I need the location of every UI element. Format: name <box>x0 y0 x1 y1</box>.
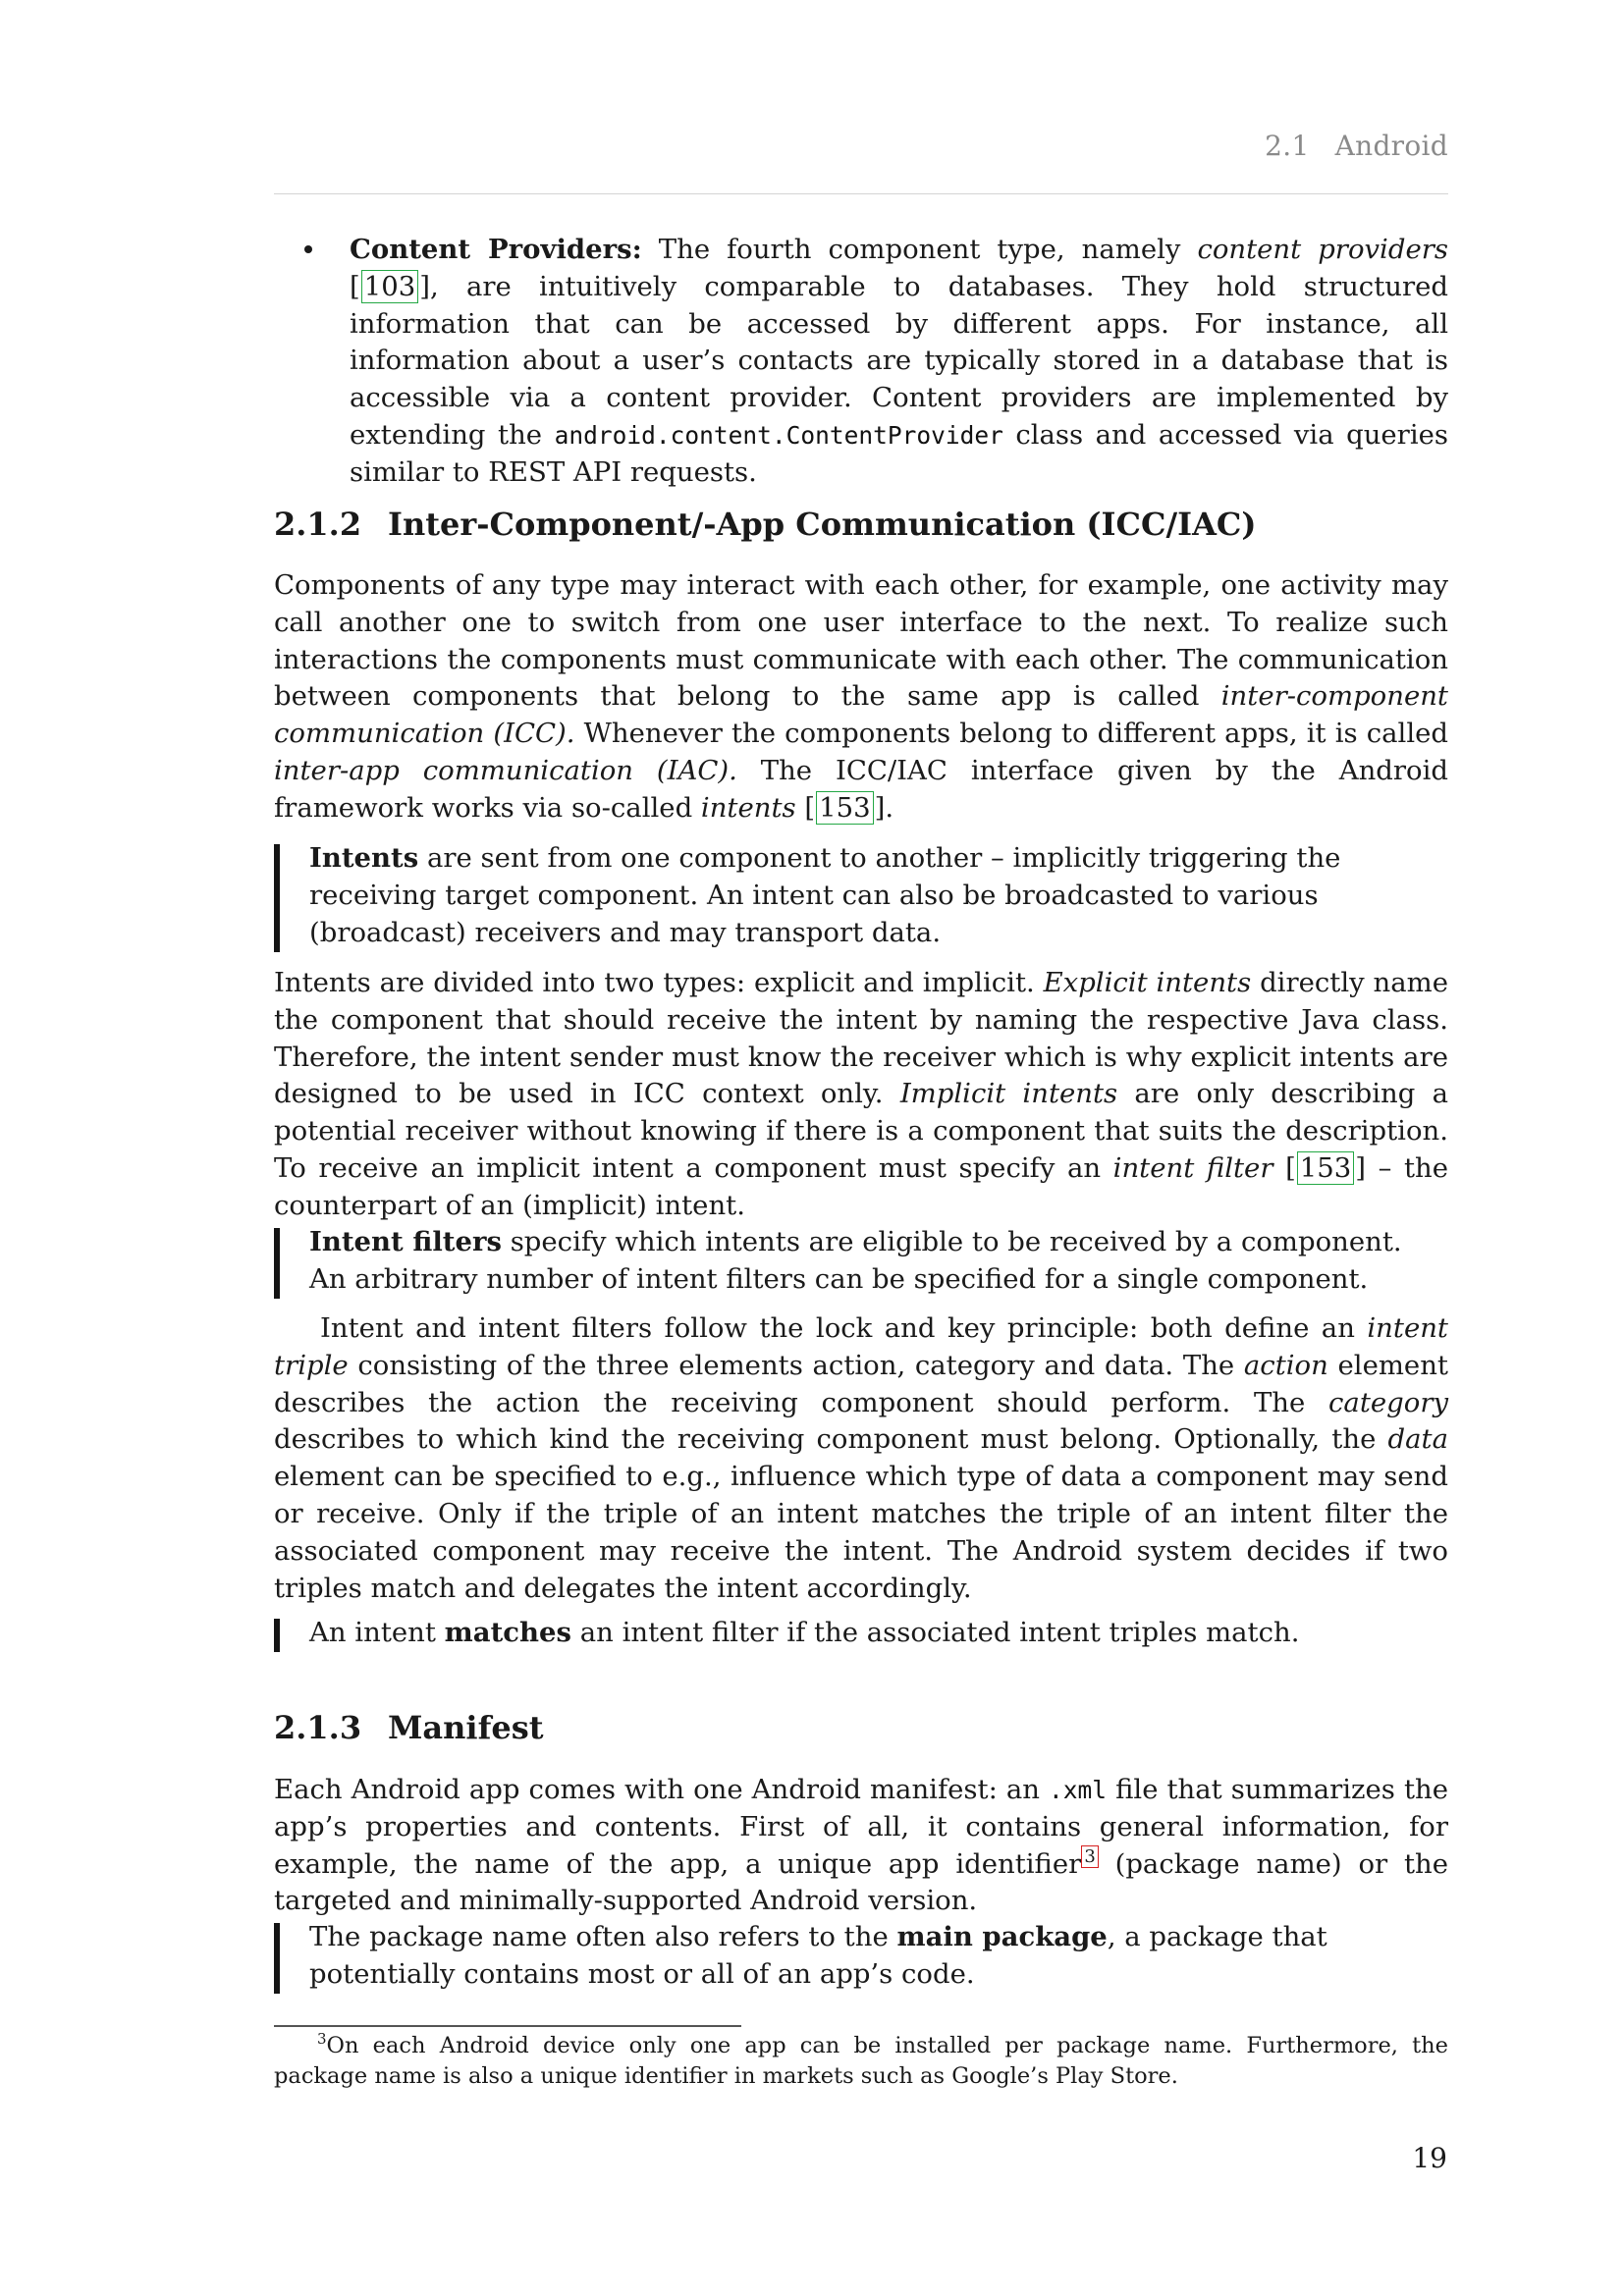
intent-types-paragraph: Intents are divided into two types: explicit and implicit. Explicit intents directly name the component that should receive the intent by naming the respective Java class. Therefore, the intent sender must know the receiver which is why explicit intents are designed to be used in ICC context only. Implicit intents are only describing a potential receiver without knowing if there is a component that suits the description. To receive an implicit intent a component must specify an intent filter [ 153 ] – the counterpart of an (implicit) intent. <box>274 967 1448 1221</box>
bullet-dot-icon <box>304 245 312 253</box>
running-header <box>274 126 1448 194</box>
citation-link[interactable]: [ 153 ] <box>1285 1151 1367 1184</box>
page-number: 19 <box>1412 2142 1447 2174</box>
definition-intent-filters: Intent filters specify which intents are eligible to be received by a component. An arbitrary number of intent filters can be specified for a single component. <box>274 1224 1421 1299</box>
footnote-rule <box>274 2025 741 2027</box>
definition-main-package: The package name often also refers to the main package, a package that potentially contains most or all of an app’s code. <box>274 1919 1421 1994</box>
bullet-text: Content Providers: The fourth component type, namely content providers [ 103 ], are intuitively comparable to databases. They hold structured information that can be accessed by different apps. For instance, all information about a user’s contacts are typically stored in a database that is accessible via a content provider. Content providers are implemented by extending the android.content.ContentProvider class and accessed via queries similar to REST API requests. <box>350 234 1449 488</box>
definition-bar <box>274 1619 280 1652</box>
running-header-text: 2.1 Android <box>1265 130 1448 162</box>
definition-intents: Intents are sent from one component to another – implicitly triggering the receiving target component. An intent can also be broadcasted to various (broadcast) receivers and may transport data. <box>274 840 1421 951</box>
citation-link[interactable]: [ 153 ] <box>804 791 886 824</box>
content-providers-bullet <box>316 232 1448 492</box>
definition-bar <box>274 1923 280 1994</box>
citation-link[interactable]: [ 103 ] <box>350 270 430 302</box>
section-heading-2-1-3: 2.1.3 Manifest <box>274 1709 544 1746</box>
lock-key-paragraph: Intent and intent filters follow the lock and key principle: both define an intent triple consisting of the three elements action, category and data. The action element describes the action the receiving component should perform. The category describes to which kind the receiving component must belong. Optionally, the data element can be specified to e.g., influence which type of data a component may send or receive. Only if the triple of an intent matches the triple of an intent filter the associated component may receive the intent. The Android system decides if two triples match and delegates the intent accordingly. <box>274 1312 1448 1604</box>
icc-paragraph: Components of any type may interact with each other, for example, one activity may call another one to switch from one user interface to the next. To realize such interactions the components must communicate with each other. The communication between components that belong to the same app is called inter-component communication (ICC). Whenever the components belong to different apps, it is called inter-app communication (IAC). The ICC/IAC interface given by the Android framework works via so-called intents [ 153 ]. <box>274 569 1448 824</box>
definition-bar <box>274 844 280 952</box>
manifest-paragraph: Each Android app comes with one Android manifest: an .xml file that summarizes the app’s properties and contents. First of all, it contains general information, for example, the name of the app, a unique app identifier $^3$ (package name) or the targeted and minimally-supported Android version. <box>274 1774 1448 1917</box>
section-heading-2-1-2: 2.1.2 Inter-Component/-App Communication (ICC/IAC) <box>274 506 1257 543</box>
footnote-link[interactable]: 3 <box>1081 1845 1098 1868</box>
definition-matches: An intent matches an intent filter if the associated intent triples match. <box>274 1615 1421 1652</box>
definition-bar <box>274 1228 280 1299</box>
footnote: $^3$On each Android device only one app can be installed per package name. Furthermore, the package name is also a unique identifier in markets such as Google’s Play Store. <box>274 2030 1448 2089</box>
